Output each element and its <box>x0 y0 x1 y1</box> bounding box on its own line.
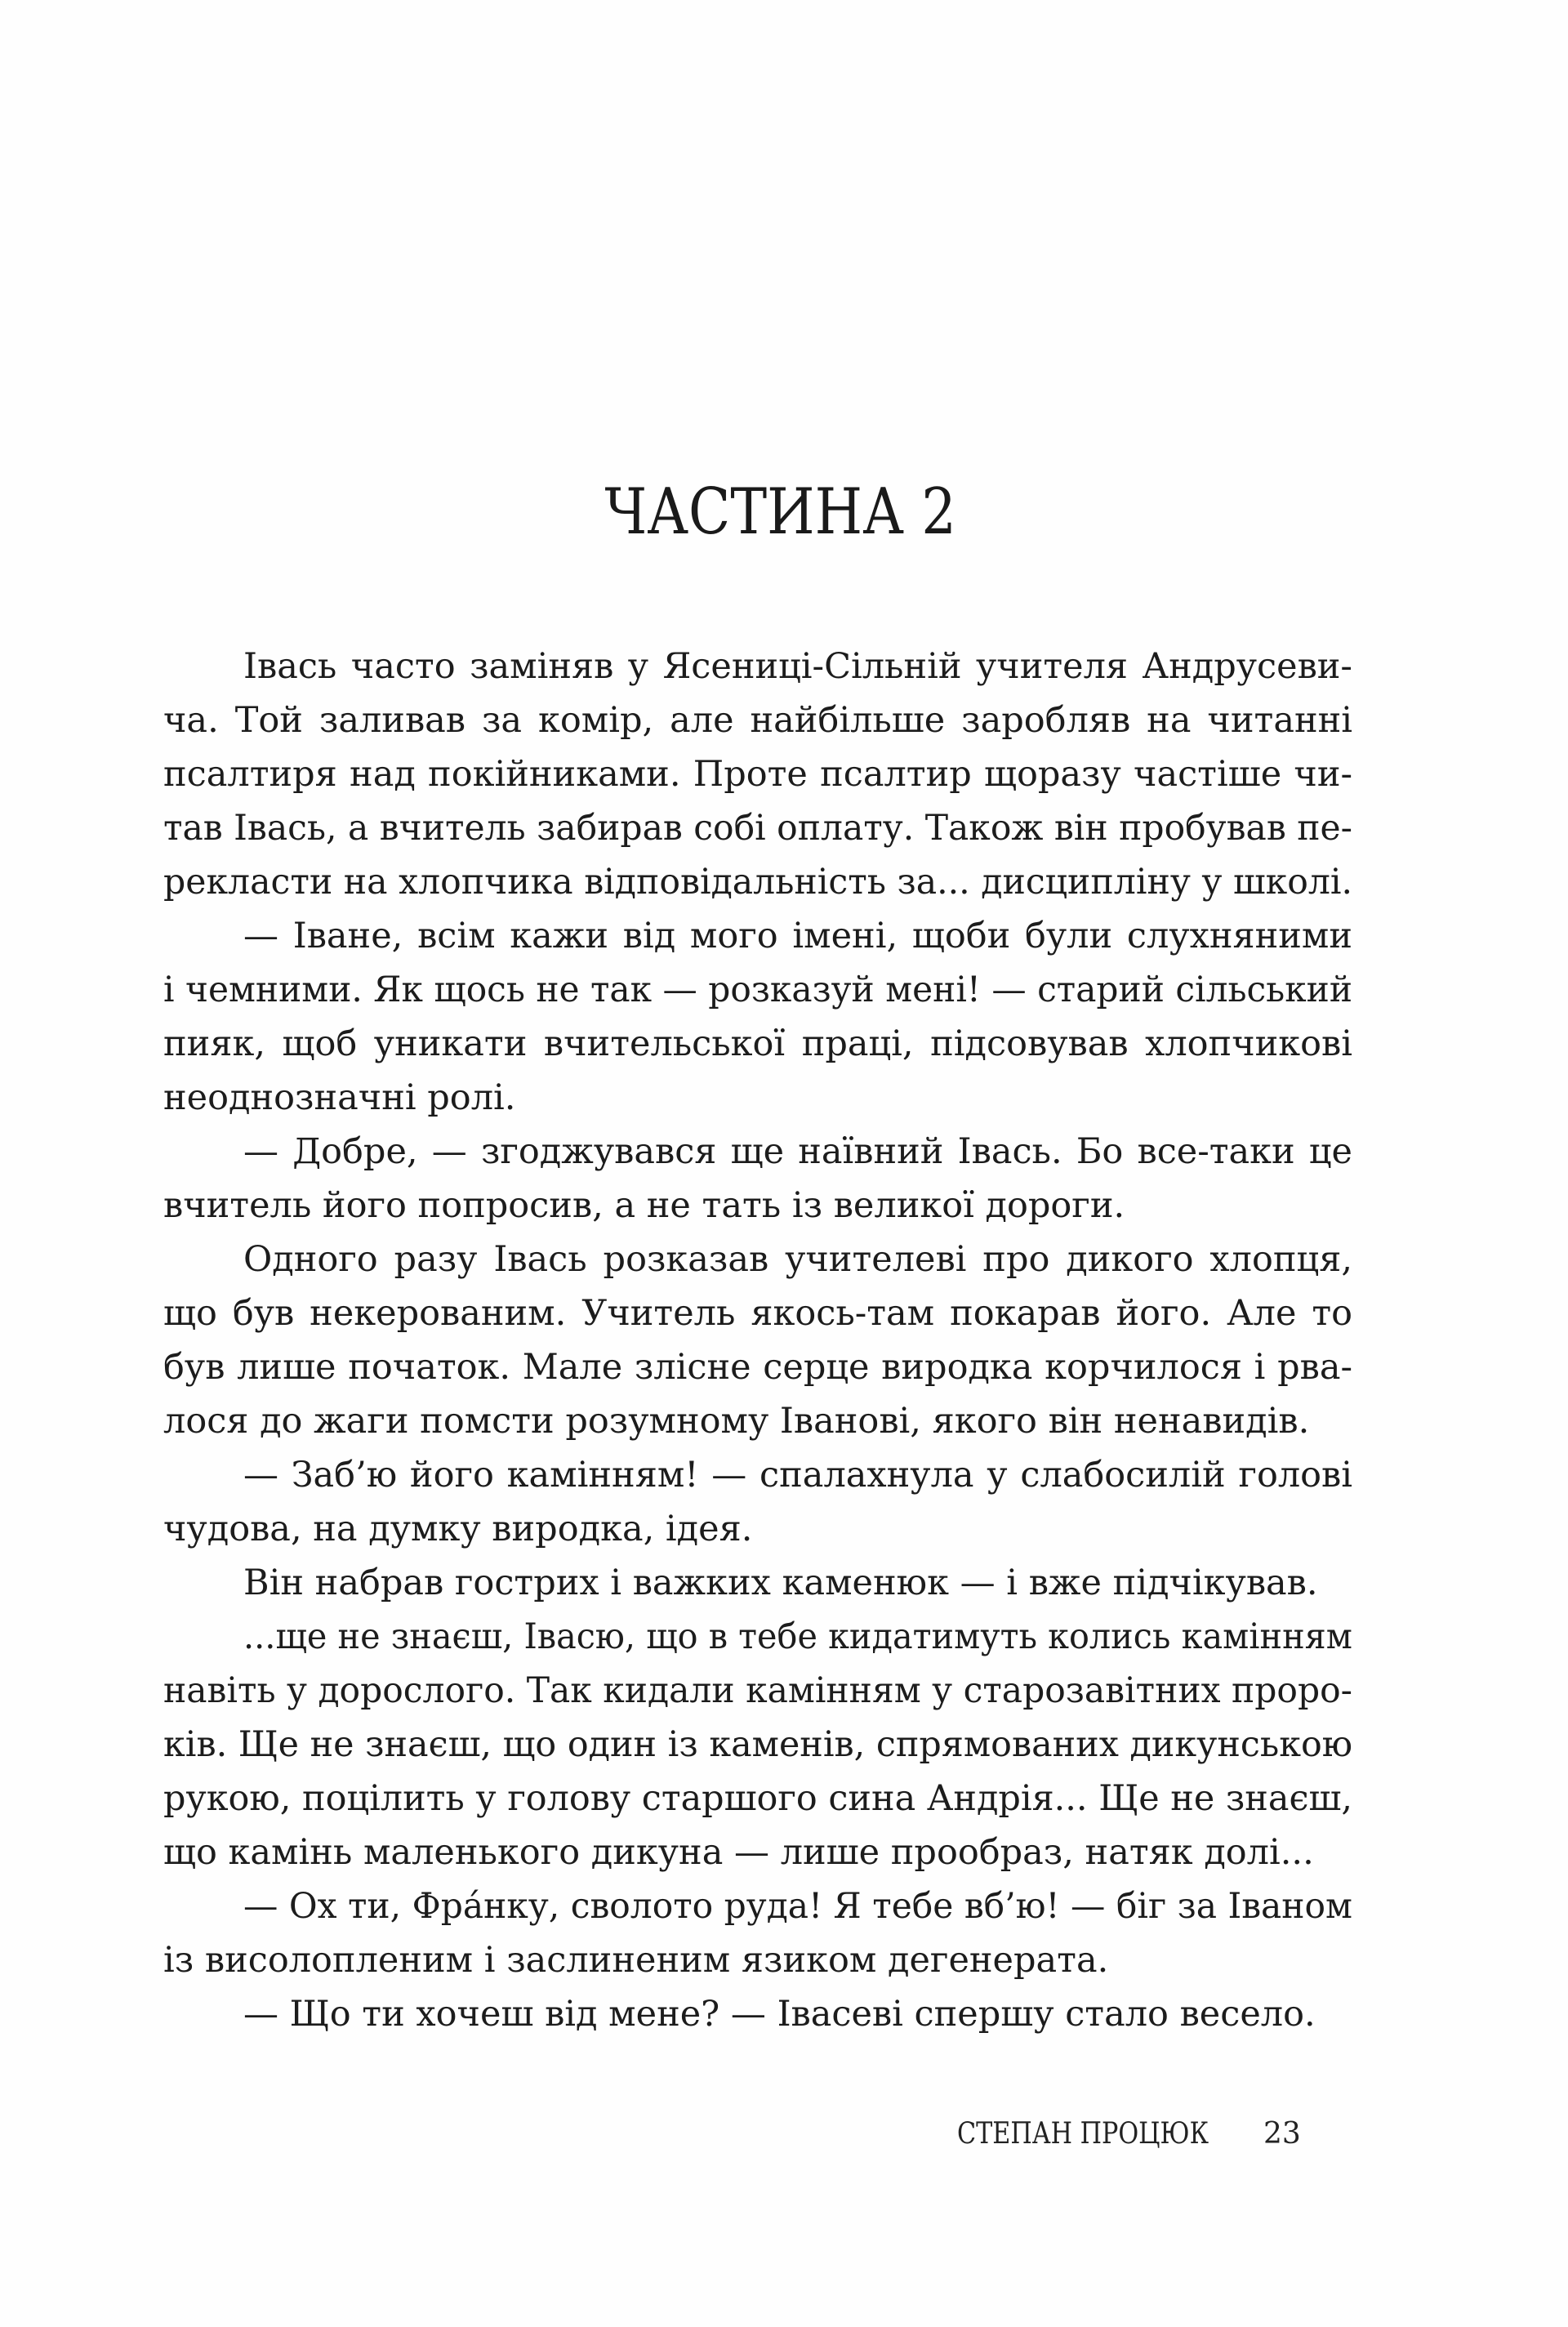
text-line: був лише початок. Мале злісне серце виродка корчилося і рва- <box>163 1347 1353 1388</box>
running-footer-author: СТЕПАН ПРОЦЮК <box>957 2117 1209 2151</box>
text-line: ча. Той заливав за комір, але найбільше заробляв на читанні <box>163 700 1353 741</box>
chapter-title: ЧАСТИНА 2 <box>604 475 956 549</box>
page-footer <box>0 2114 1568 2155</box>
text-line: Одного разу Івась розказав учителеві про дикого хлопця, <box>243 1239 1352 1280</box>
text-line: тав Івась, а вчитель забирав собі оплату. Також він пробував пе- <box>163 808 1352 849</box>
text-line: Івась часто заміняв у Ясениці-Сільній учителя Андрусеви- <box>243 646 1352 687</box>
text-line: що камінь маленького дикуна — лише прообраз, натяк долі... <box>163 1832 1314 1873</box>
text-line: чудова, на думку виродка, ідея. <box>163 1509 753 1549</box>
text-line: ків. Ще не знаєш, що один із каменів, спрямованих дикунською <box>163 1724 1353 1765</box>
text-line: — Що ти хочеш від мене? — Івасеві спершу стало весело. <box>243 1994 1316 2035</box>
text-line: — Добре, — згоджувався ще наївний Івась. Бо все-таки це <box>243 1131 1353 1172</box>
text-line: лося до жаги помсти розумному Іванові, якого він ненавидів. <box>163 1401 1310 1442</box>
text-line: вчитель його попросив, а не тать із великої дороги. <box>163 1185 1125 1226</box>
page-number: 23 <box>1263 2117 1301 2151</box>
text-line: — Ох ти, Фра́нку, сволото руда! Я тебе вб’ю! — біг за Іваном <box>243 1886 1353 1927</box>
body-text <box>163 640 1352 2041</box>
text-line: із висолопленим і заслиненим язиком дегенерата. <box>163 1940 1109 1981</box>
text-line: ...ще не знаєш, Івасю, що в тебе кидатимуть колись камінням <box>243 1616 1352 1657</box>
text-line: що був некерованим. Учитель якось-там покарав його. Але то <box>163 1293 1353 1334</box>
text-line: навіть у дорослого. Так кидали камінням у старозавітних проро- <box>163 1670 1352 1711</box>
text-line: і чемними. Як щось не так — розказуй мені! — старий сільський <box>163 970 1353 1010</box>
text-line: пияк, щоб уникати вчительської праці, підсовував хлопчикові <box>163 1023 1353 1064</box>
text-line: — Іване, всім кажи від мого імені, щоби були слухняними <box>243 916 1353 956</box>
text-line: псалтиря над покійниками. Проте псалтир щоразу частіше чи- <box>163 754 1353 795</box>
text-line: рекласти на хлопчика відповідальність за... дисципліну у школі. <box>163 862 1353 903</box>
text-line: рукою, поцілить у голову старшого сина Андрія... Ще не знаєш, <box>163 1778 1353 1819</box>
text-line: Він набрав гострих і важких каменюк — і вже підчікував. <box>243 1562 1318 1603</box>
text-line: неоднозначні ролі. <box>163 1077 516 1118</box>
text-line: — Заб’ю його камінням! — спалахнула у слабосилій голові <box>243 1455 1352 1496</box>
